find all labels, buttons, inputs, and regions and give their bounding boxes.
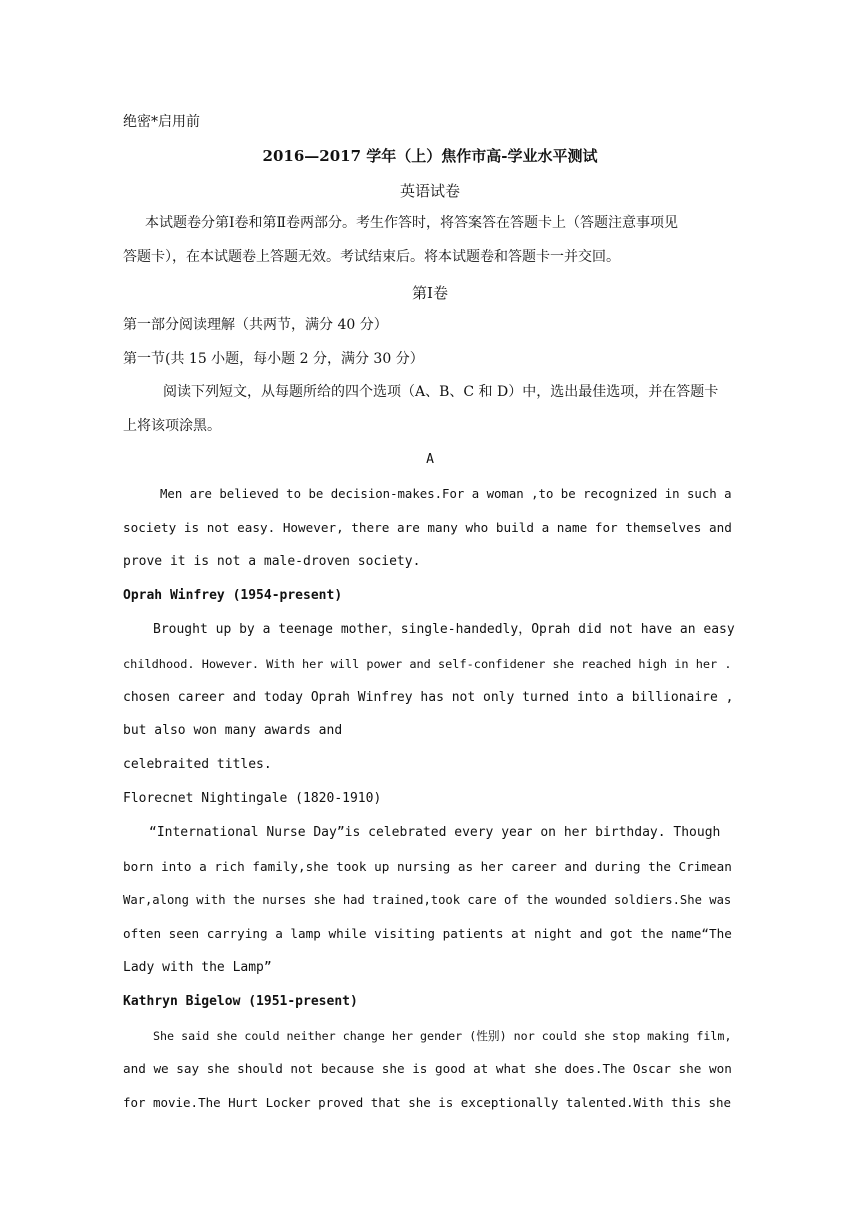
exam-title: 2016—2017 学年（上）焦作市高-学业水平测试: [262, 147, 598, 165]
directions-line-2: 上将该项涂黑。: [123, 418, 221, 434]
subject-title: 英语试卷: [399, 182, 460, 200]
passage-line: War,along with the nurses she had trained,took care of the wounded soldiers.She was: [123, 893, 732, 907]
passage-line: often seen carrying a lamp while visiting patients at night and got the name“The: [123, 926, 732, 941]
directions-line-1: 阅读下列短文，从每题所给的四个选项（A、B、C 和 D）中，选出最佳选项，并在答题卡: [163, 384, 719, 400]
passage-line: She said she could neither change her gender (性别) nor could she stop making film,: [153, 1029, 732, 1043]
passage-label: A: [426, 452, 434, 467]
passage-line: “International Nurse Day”is celebrated every year on her birthday. Though: [149, 825, 721, 840]
nightingale-heading: Florecnet Nightingale (1820-1910): [123, 791, 382, 806]
part-heading: 第一部分阅读理解（共两节，满分 40 分）: [123, 317, 388, 333]
passage-line: Lady with the Lamp”: [123, 960, 272, 975]
instructions-line-1: 本试题卷分第Ⅰ卷和第Ⅱ卷两部分。考生作答时，将答案答在答题卡上（答题注意事项见: [145, 215, 679, 231]
section-heading: 第一节(共 15 小题，每小题 2 分，满分 30 分）: [123, 351, 424, 367]
confidential-label: 绝密*启用前: [123, 114, 200, 130]
passage-line: prove it is not a male-droven society.: [123, 554, 421, 569]
passage-line: Brought up by a teenage mother，single-handedly，Oprah did not have an easy: [153, 622, 735, 637]
volume-heading: 第Ⅰ卷: [412, 284, 448, 302]
passage-line: society is not easy. However, there are many who build a name for themselves and: [123, 520, 732, 535]
passage-line: but also won many awards and: [123, 723, 343, 738]
passage-line: chosen career and today Oprah Winfrey has not only turned into a billionaire ,: [123, 690, 734, 705]
passage-line: childhood. However. With her will power and self-confidener she reached high in her .: [123, 657, 732, 671]
bigelow-heading: Kathryn Bigelow (1951-present): [123, 994, 358, 1009]
passage-line: and we say she should not because she is good at what she does.The Oscar she won: [123, 1061, 732, 1076]
passage-line: Men are believed to be decision-makes.For a woman ,to be recognized in such a: [160, 487, 732, 501]
passage-line: for movie.The Hurt Locker proved that she is exceptionally talented.With this she: [123, 1095, 732, 1110]
passage-line: born into a rich family,she took up nursing as her career and during the Crimean: [123, 859, 732, 874]
oprah-heading: Oprah Winfrey (1954-present): [123, 588, 343, 603]
passage-line: celebraited titles.: [123, 757, 272, 772]
instructions-line-2: 答题卡），在本试题卷上答题无效。考试结束后。将本试题卷和答题卡一并交回。: [123, 249, 620, 265]
